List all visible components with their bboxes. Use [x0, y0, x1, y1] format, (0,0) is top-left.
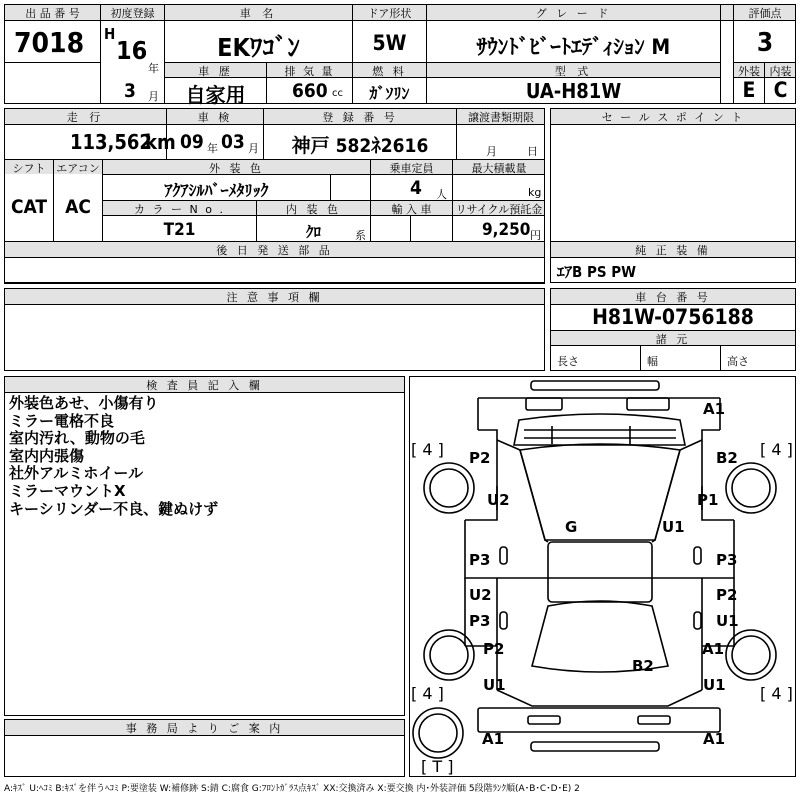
- inspector-label: 検 査 員 記 入 欄: [146, 379, 263, 392]
- capacity: 4: [410, 177, 422, 199]
- shift-label: シフト: [12, 162, 46, 175]
- lot-no-label: 出 品 番 号: [25, 7, 80, 20]
- damage-mark: U1: [483, 676, 506, 694]
- note-line: 室内内張傷: [9, 446, 85, 465]
- inspection-year: 09: [180, 131, 204, 153]
- insp-month-unit: 月: [248, 142, 259, 155]
- grade: ｻｳﾝﾄﾞﾋﾞｰﾄｴﾃﾞｨｼｮﾝ M: [476, 35, 671, 59]
- damage-mark: A1: [703, 730, 726, 748]
- inspection-label: 車 検: [197, 111, 233, 124]
- damage-mark: A1: [702, 640, 725, 658]
- tire-rl-tread: [ 4 ]: [411, 684, 444, 703]
- era: H: [104, 25, 116, 43]
- score-label: 評価点: [748, 7, 782, 20]
- grade-label: グ レ ー ド: [535, 7, 612, 20]
- tire-fr-tread: [ 4 ]: [760, 440, 793, 459]
- score: 3: [756, 28, 774, 58]
- mileage-unit: km: [145, 130, 176, 154]
- displacement: 660: [292, 80, 328, 102]
- load-label: 最大積載量: [471, 162, 527, 175]
- tire-rr-tread: [ 4 ]: [760, 684, 793, 703]
- first-reg-year: 16: [116, 36, 148, 65]
- transfer-day: 日: [527, 145, 538, 158]
- inspection-month: 03: [221, 131, 245, 153]
- recycle-label: リサイクル預託金: [455, 203, 543, 216]
- fuel-label: 燃 料: [372, 65, 407, 78]
- chassis-number: H81W-0756188: [592, 305, 754, 329]
- note-line: ミラーマウントX: [9, 481, 126, 500]
- trunk-mark: [ T ]: [421, 757, 454, 776]
- year-unit: 年: [148, 62, 159, 75]
- dim-width: 幅: [647, 355, 658, 368]
- damage-mark: U2: [469, 586, 492, 604]
- color-no: T21: [163, 220, 196, 240]
- displacement-unit: cc: [332, 88, 343, 99]
- displacement-label: 排 気 量: [284, 65, 335, 78]
- transfer-label: 譲渡書類期限: [468, 111, 534, 124]
- dim-height: 高さ: [727, 355, 749, 368]
- damage-mark: B2: [632, 657, 654, 675]
- damage-mark: P1: [697, 491, 719, 509]
- color-no-label: カ ラ ー N o .: [134, 203, 225, 216]
- chassis-label: 車 台 番 号: [635, 291, 711, 304]
- damage-mark: P3: [469, 551, 491, 569]
- int-grade: C: [773, 78, 788, 102]
- damage-mark: P2: [469, 449, 491, 467]
- damage-mark: P2: [716, 586, 738, 604]
- office-label: 事 務 局 よ り ご 案 内: [125, 722, 284, 735]
- recycle-unit: 円: [530, 229, 541, 242]
- equipment-label: 純 正 装 備: [635, 244, 711, 257]
- tire-fl-tread: [ 4 ]: [411, 440, 444, 459]
- ac-label: エアコン: [56, 162, 100, 175]
- ext-grade: E: [742, 78, 756, 102]
- model-type: UA-H81W: [525, 79, 622, 103]
- damage-mark: A1: [703, 400, 726, 418]
- notice-label: 注 意 事 項 欄: [226, 291, 323, 304]
- shift: CAT: [11, 196, 47, 218]
- body-label: ドア形状: [367, 7, 412, 20]
- damage-mark: B2: [716, 449, 738, 467]
- recycle-fee: 9,250: [482, 220, 531, 240]
- history: 自家用: [185, 83, 246, 107]
- damage-mark: U1: [716, 612, 739, 630]
- damage-mark: U2: [487, 491, 510, 509]
- body-type: 5W: [372, 31, 407, 55]
- note-line: 社外アルミホイール: [9, 464, 144, 483]
- note-line: 外装色あせ、小傷有り: [9, 394, 159, 412]
- note-line: ミラー電格不良: [9, 411, 115, 430]
- damage-mark: P3: [469, 612, 491, 630]
- model-name: EKﾜｺﾞﾝ: [217, 33, 300, 62]
- first-reg-month: 3: [124, 80, 136, 102]
- ac: AC: [65, 196, 91, 218]
- capacity-label: 乗車定員: [389, 162, 434, 175]
- import-label: 輸 入 車: [391, 203, 432, 216]
- fuel: ｶﾞｿﾘﾝ: [369, 84, 410, 103]
- damage-mark: U1: [662, 518, 685, 536]
- dim-length: 長さ: [557, 355, 579, 368]
- ext-label: 外装: [738, 65, 760, 78]
- note-line: 室内汚れ、動物の毛: [9, 429, 145, 448]
- dims-label: 諸 元: [655, 333, 691, 346]
- transfer-month: 月: [486, 145, 497, 158]
- month-unit: 月: [148, 90, 159, 103]
- damage-mark: U1: [703, 676, 726, 694]
- load-unit: kg: [528, 186, 542, 199]
- ext-color: ｱｸｱｼﾙﾊﾞｰﾒﾀﾘｯｸ: [164, 181, 269, 200]
- capacity-unit: 人: [436, 188, 447, 201]
- int-color-unit: 系: [355, 229, 366, 242]
- ext-color-label: 外 装 色: [209, 162, 264, 175]
- equipment: ｴｱB PS PW: [557, 263, 637, 281]
- mileage: 113,562: [70, 130, 152, 154]
- sales-point-label: セ ー ル ス ポ イ ン ト: [601, 111, 745, 124]
- plate-number: 神戸 582ﾈ2616: [291, 135, 429, 157]
- mileage-label: 走 行: [66, 111, 105, 124]
- insp-year-unit: 年: [207, 142, 218, 155]
- later-parts-label: 後 日 発 送 部 品: [216, 244, 333, 257]
- history-label: 車 歴: [198, 65, 233, 78]
- model-label: 車 名: [239, 7, 278, 20]
- type-label: 型 式: [554, 65, 593, 78]
- damage-mark: P2: [483, 640, 505, 658]
- lot-no: 7018: [14, 26, 85, 59]
- int-label: 内装: [769, 65, 792, 78]
- first-reg-label: 初度登録: [110, 7, 155, 20]
- damage-mark: P3: [716, 551, 738, 569]
- note-line: キーシリンダー不良、鍵ぬけず: [9, 499, 219, 518]
- damage-mark: A1: [482, 730, 505, 748]
- int-color-label: 内 装 色: [286, 203, 341, 216]
- plate-label: 登 録 番 号: [322, 111, 398, 124]
- legend: A:ｷｽﾞ U:ﾍｺﾐ B:ｷｽﾞを伴うﾍｺﾐ P:要塗装 W:補修跡 S:錆 C:腐食 G:ﾌﾛﾝﾄｶﾞﾗｽ点ｷｽﾞ XX:交換済み X:要交換 内･外装評価 5段階ﾗﾝｸ順(A･B･C･D･E) 2: [4, 784, 580, 794]
- damage-mark: G: [565, 518, 578, 536]
- int-color: ｸﾛ: [305, 223, 321, 241]
